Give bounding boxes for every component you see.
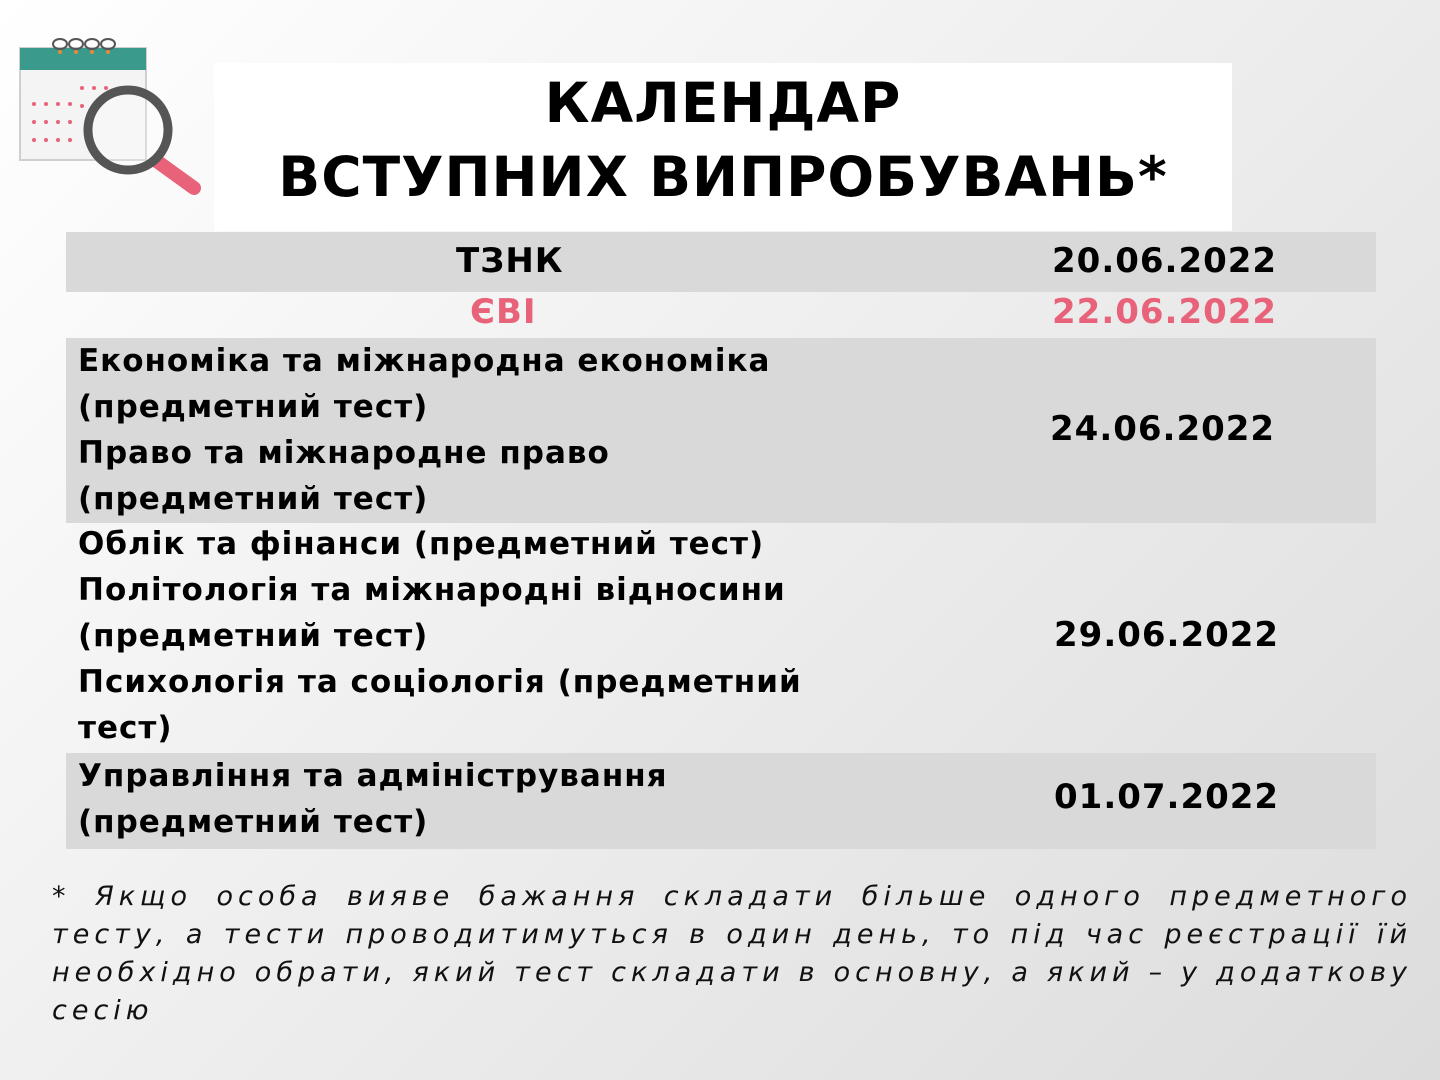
subject-line: (предметний тест)	[78, 804, 429, 840]
schedule-row-accounting-politics-psychology	[66, 523, 1376, 753]
schedule-row-management	[66, 753, 1376, 849]
subject-line: Облік та фінанси (предметний тест)	[78, 526, 765, 562]
calendar-search-icon	[18, 34, 208, 204]
page-title-line1: КАЛЕНДАР	[544, 71, 902, 135]
subject-line: (предметний тест)	[78, 618, 429, 654]
page-title-line2: ВСТУПНИХ ВИПРОБУВАНЬ*	[278, 145, 1168, 209]
date-economics-law: 24.06.2022	[1050, 409, 1276, 449]
subject-line: Психологія та соціологія (предметний	[78, 664, 802, 700]
subject-line: тест)	[78, 710, 173, 746]
subject-tznk: ТЗНК	[456, 241, 564, 281]
subject-line: Право та міжнародне право	[78, 435, 610, 471]
subject-evi: ЄВІ	[470, 292, 537, 332]
subject-line: (предметний тест)	[78, 389, 429, 425]
date-tznk: 20.06.2022	[1052, 241, 1278, 281]
subject-text	[78, 338, 770, 522]
schedule-row-tznk	[66, 232, 1376, 292]
subject-line: Економіка та міжнародна економіка	[78, 343, 771, 379]
date-management: 01.07.2022	[1054, 777, 1280, 817]
date-evi: 22.06.2022	[1052, 292, 1278, 332]
subject-text	[78, 521, 802, 751]
subject-line: (предметний тест)	[78, 481, 429, 517]
schedule-row-economics-law	[66, 338, 1376, 523]
title-box	[214, 63, 1232, 231]
subject-text	[78, 753, 668, 845]
subject-line: Управління та адміністрування	[78, 758, 668, 794]
subject-line: Політологія та міжнародні відносини	[78, 572, 786, 608]
footnote: * Якщо особа виявe бажання складати більше одного предметного тесту, а тести проводитимуться в один день, то під час реєстрації їй необхідно обрати, який тест складати в основну, а який – у додаткову сесію	[52, 881, 1412, 1026]
date-accounting-politics-psychology: 29.06.2022	[1054, 615, 1280, 655]
schedule-row-evi	[66, 292, 1376, 338]
